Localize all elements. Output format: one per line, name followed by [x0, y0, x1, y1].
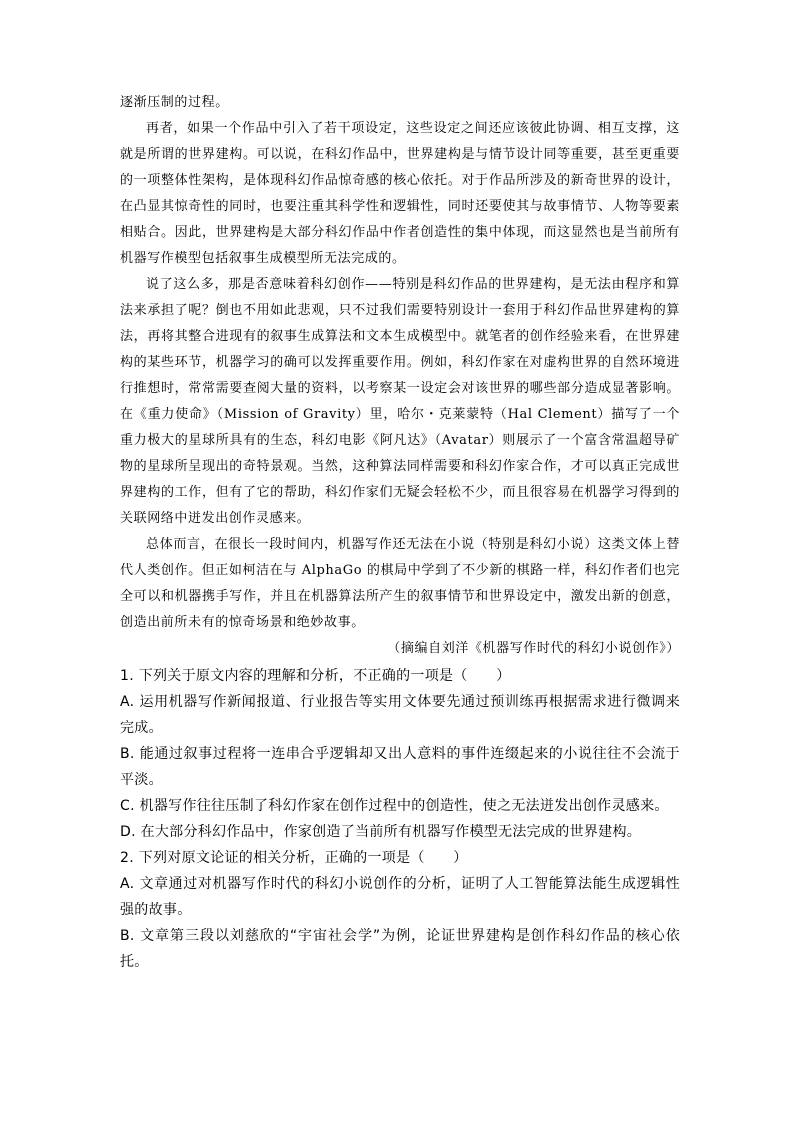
question-2-stem: 2. 下列对原文论证的相关分析，正确的一项是（ ）	[120, 850, 468, 866]
passage-paragraph-2: 说了这么多，那是否意味着科幻创作——特别是科幻作品的世界建构，是无法由程序和算法来承担了呢？倒也不用如此悲观，只不过我们需要特别设计一套用于科幻作品世界建构的算法，再将其整合进现有的叙事生成算法和文本生成模型中。就笔者的创作经验来看，在世界建构的某些环节，机器学习的确可以发挥重要作用。例如，科幻作家在对虚构世界的自然环境进行推想时，常常需要查阅大量的资料，以考察某一设定会对该世界的哪些部分造成显著影响。在《重力使命》（Mission of Gravity）里，哈尔・克莱蒙特（Hal Clement）描写了一个重力极大的星球所具有的生态，科幻电影《阿凡达》（Avatar）则展示了一个富含常温超导矿物的星球所呈现出的奇特景观。当然，这种算法同样需要和科幻作家合作，才可以真正完成世界建构的工作，但有了它的帮助，科幻作家们无疑会轻松不少，而且很容易在机器学习得到的关联网络中迸发出创作灵感来。	[120, 277, 680, 526]
question-list	[120, 663, 680, 975]
question-1-stem: 1. 下列关于原文内容的理解和分析，不正确的一项是（ ）	[120, 668, 511, 684]
question-1-option-a: A. 运用机器写作新闻报道、行业报告等实用文体要先通过预训练再根据需求进行微调来完成。	[120, 694, 680, 736]
passage-paragraph-1: 再者，如果一个作品中引入了若干项设定，这些设定之间还应该彼此协调、相互支撑，这就是所谓的世界建构。可以说，在科幻作品中，世界建构是与情节设计同等重要，甚至更重要的一项整体性架构，是体现科幻作品惊奇感的核心依托。对于作品所涉及的新奇世界的设计，在凸显其惊奇性的同时，也要注重其科学性和逻辑性，同时还要使其与故事情节、人物等要素相贴合。因此，世界建构是大部分科幻作品中作者创造性的集中体现，而这显然也是当前所有机器写作模型包括叙事生成模型所无法完成的。	[120, 121, 680, 266]
passage-source: （摘编自刘洋《机器写作时代的科幻小说创作》）	[387, 641, 680, 656]
passage-paragraph-0: 逐渐压制的过程。	[120, 95, 229, 110]
question-1-option-d: D. 在大部分科幻作品中，作家创造了当前所有机器写作模型无法完成的世界建构。	[120, 824, 642, 840]
question-2-option-a: A. 文章通过对机器写作时代的科幻小说创作的分析，证明了人工智能算法能生成逻辑性强的故事。	[120, 876, 680, 918]
reading-passage	[120, 90, 680, 662]
question-1-option-b: B. 能通过叙事过程将一连串合乎逻辑却又出人意料的事件连缀起来的小说往往不会流于平淡。	[120, 746, 680, 788]
page-content	[120, 90, 680, 975]
question-2-option-b: B. 文章第三段以刘慈欣的“宇宙社会学”为例，论证世界建构是创作科幻作品的核心依托。	[120, 928, 680, 970]
question-1-option-c: C. 机器写作往往压制了科幻作家在创作过程中的创造性，使之无法迸发出创作灵感来。	[120, 798, 669, 814]
passage-paragraph-3: 总体而言，在很长一段时间内，机器写作还无法在小说（特别是科幻小说）这类文体上替代人类创作。但正如柯洁在与 AlphaGo 的棋局中学到了不少新的棋路一样，科幻作者们也完全可以和机器携手写作，并且在机器算法所产生的叙事情节和世界设定中，激发出新的创意，创造出前所未有的惊奇场景和绝妙故事。	[120, 537, 680, 630]
